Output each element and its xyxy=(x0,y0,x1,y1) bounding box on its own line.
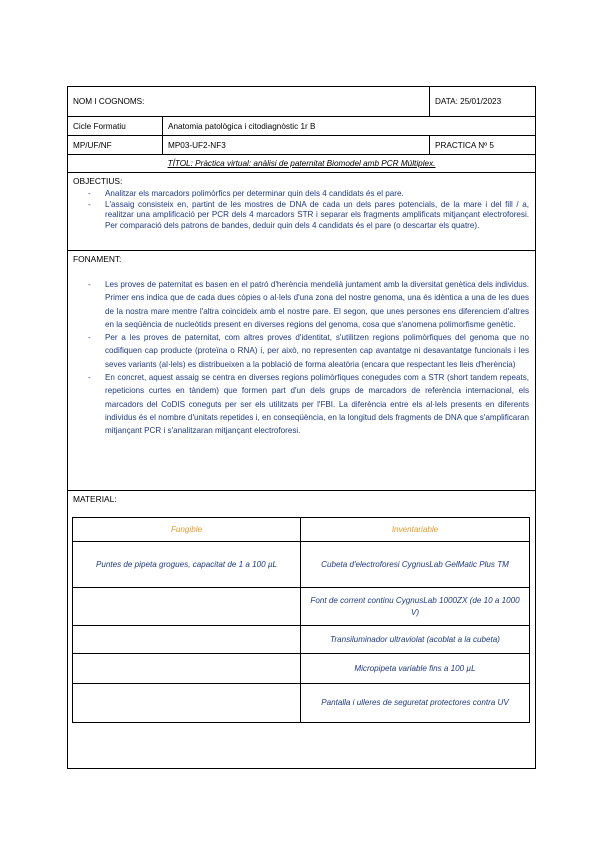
list-item: - Les proves de paternitat es basen en el patró d'herència mendelià juntament amb la diversitat genètica dels individus. Primer ens indica que de cada dues còpies o al·lels d'una zona del nostre genoma, una és idèntica a una de les dues de la nostra mare mentre l'altra coincideix amb el nostre pare. El segon, que unes persones ens diferenciem d'altres en la seqüència de nucleòtids present en diverses regions del genoma, cosa que s'anomena polimorfisme genètic. xyxy=(68,278,535,331)
mp-label: MP/UF/NF xyxy=(68,136,163,154)
table-row xyxy=(73,542,529,588)
inventariable-cell: Cubeta d'electroforesi CygnusLab GelMatic Plus TM xyxy=(321,559,509,569)
fungible-cell xyxy=(73,626,301,653)
table-header-row xyxy=(73,518,529,542)
objectius-section xyxy=(68,173,535,251)
inventariable-cell: Pantalla i ulleres de seguretat protectores contra UV xyxy=(321,698,509,708)
inventariable-cell: Font de corrent continu CygnusLab 1000ZX (de 10 a 1000 V) xyxy=(310,596,520,617)
date-label: DATA: 25/01/2023 xyxy=(435,97,502,106)
table-row xyxy=(73,684,529,722)
mp-value: MP03-UF2-NF3 xyxy=(163,136,430,154)
page-title: TÍTOL: Pràctica virtual: anàlisi de paternitat Biomodel amb PCR Múltiplex. xyxy=(68,155,535,173)
table-row xyxy=(73,626,529,654)
cicle-value: Anatomia patològica i citodiagnòstic 1r B xyxy=(168,121,316,131)
fungible-header: Fungible xyxy=(73,518,301,541)
objectius-label: OBJECTIUS: xyxy=(73,176,123,186)
name-date-row xyxy=(68,87,535,117)
fungible-cell xyxy=(73,588,301,625)
mp-row xyxy=(68,136,535,155)
list-item: - En concret, aquest assaig se centra en diverses regions polimòrfiques conegudes com a STR (short tandem repeats, repeticions curtes en tàndem) que formen part d'un dels grups de marcadors de referència internacional, els marcadors del CoDIS coneguts per ser els utilitzats per l'FBI. La diferència entre els al·lels presents en diferents individus és el nombre d'unitats repetides i, en conseqüència, en la longitud dels fragments de DNA que s'amplificaran mitjançant PCR i s'analitzaran mitjançant electroforesi. xyxy=(68,371,535,437)
fonament-list xyxy=(68,278,535,438)
name-label: NOM I COGNOMS: xyxy=(68,87,430,116)
inventariable-header: Inventariable xyxy=(391,524,439,534)
cicle-row xyxy=(68,117,535,136)
list-item: - Per a les proves de paternitat, com altres proves d'identitat, s'utilitzen regions polimòrfiques del genoma que no codifiquen cap producte (proteïna o RNA) i, per això, no representen cap avantatge ni desavantatge funcionals i les seves variants (al·lels) es distribueixen a la població de forma aleatòria (encara que respectant les lleis d'herència) xyxy=(68,331,535,371)
inventariable-cell: Transiluminador ultraviolat (acoblat a la cubeta) xyxy=(330,634,500,644)
material-table xyxy=(72,517,530,723)
cicle-label: Cicle Formatiu xyxy=(68,117,163,135)
fonament-label: FONAMENT: xyxy=(73,254,122,264)
fungible-cell xyxy=(73,684,301,722)
fungible-cell xyxy=(73,654,301,683)
practica-number: PRACTICA Nº 5 xyxy=(435,140,494,150)
objectius-list xyxy=(68,189,535,231)
table-row xyxy=(73,654,529,684)
fungible-cell: Puntes de pipeta grogues, capacitat de 1 a 100 µL xyxy=(73,542,301,587)
table-row xyxy=(73,588,529,626)
material-label: MATERIAL: xyxy=(73,494,117,504)
fonament-section xyxy=(68,251,535,491)
list-item: - Analitzar els marcadors polimòrfics per determinar quin dels 4 candidats és el pare. xyxy=(68,189,535,200)
list-item: - L'assaig consisteix en, partint de les mostres de DNA de cada un dels pares potencials, de la mare i del fill / a, realitzar una amplificació per PCR dels 4 marcadors STR i separar els fragments amplificats mitjançant electroforesi. Per comparació dels patrons de bandes, deduir quin dels 4 candidats és el pare (o descartar els quatre). xyxy=(68,200,535,232)
inventariable-cell: Micropipeta variable fins a 100 µL xyxy=(354,663,476,673)
